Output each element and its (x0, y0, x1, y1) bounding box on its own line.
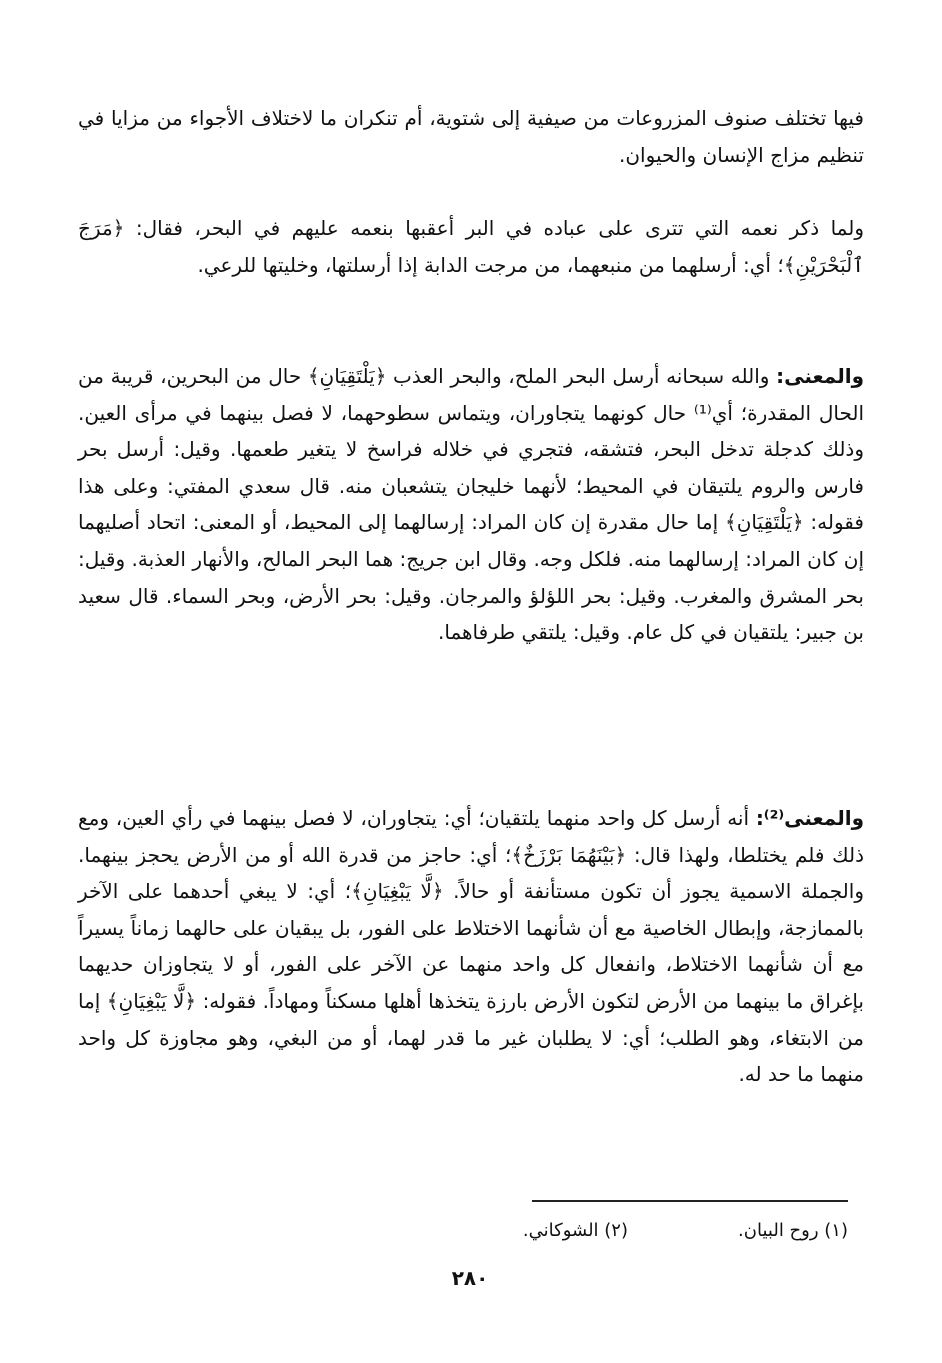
footnote-2: (٢) الشوكاني. (522, 1220, 628, 1241)
paragraph-4 (78, 800, 864, 1093)
paragraph-2-text: ولما ذكر نعمه التي تترى على عباده في البر أعقبها بنعمه عليهم في البحر، فقال: ﴿مَرَجَ ٱلْبَحْرَيْنِ﴾؛ أي: أرسلهما من منبعهما، من مرجت الدابة إذا أرسلتها، وخليتها للرعي. (78, 216, 864, 277)
paragraph-2 (78, 210, 864, 283)
paragraph-3-text: والله سبحانه أرسل البحر الملح، والبحر العذب ﴿يَلْتَقِيَانِ﴾ حال من البحرين، قريبة من الحال المقدرة؛ أي⁽¹⁾ حال كونهما يتجاوران، ويتماس سطوحهما، لا فصل بينهما في مرأى العين. وذلك كدجلة تدخل البحر، فتشقه، فتجري في خلاله فراسخ لا يتغير طعمها. وقيل: أرسل بحر فارس والروم يلتيقان في المحيط؛ لأنهما خليجان يتشعبان منه. قال سعدي المفتي: وعلى هذا فقوله: ﴿يَلْتَقِيَانِ﴾ إما حال مقدرة إن كان المراد: إرسالهما إلى المحيط، أو المعنى: اتحاد أصليهما إن كان المراد: إرسالهما منه. فلكل وجه. وقال ابن جريج: هما البحر المالح، والأنهار العذبة. وقيل: بحر المشرق والمغرب. وقيل: بحر اللؤلؤ والمرجان. وقيل: بحر الأرض، وبحر السماء. قال سعيد بن جبير: يلتقيان في كل عام. وقيل: يلتقي طرفاهما. (78, 364, 864, 645)
paragraph-4-text: أنه أرسل كل واحد منهما يلتقيان؛ أي: يتجاوران، لا فصل بينهما في رأي العين، ومع ذلك فلم يختلطا، ولهذا قال: ﴿بَيْنَهُمَا بَرْزَخٌ﴾؛ أي: حاجز من قدرة الله أو من الأرض يحجز بينهما. والجملة الاسمية يجوز أن تكون مستأنفة أو حالاً. ﴿لَّا يَبْغِيَانِ﴾؛ أي: لا يبغي أحدهما على الآخر بالممازجة، وإبطال الخاصية مع أن شأنهما الاختلاط على الفور، بل يبقيان على حالهما زماناً يسيراً مع أن شأنهما الاختلاط، وانفعال كل واحد منهما عن الآخر على الفور، أو لا يتجاوزان حديهما بإغراق ما بينهما من الأرض لتكون الأرض بارزة يتخذها أهلها مسكناً ومهاداً. فقوله: ﴿لَّا يَبْغِيَانِ﴾ إما من الابتغاء، وهو الطلب؛ أي: لا يطلبان غير ما قدر لهما، أو من البغي، وهو مجاوزة كل واحد منهما ما حد له. (78, 806, 864, 1087)
paragraph-3 (78, 358, 864, 651)
paragraph-3-lead: والمعنى: (776, 364, 864, 388)
paragraph-4-lead: والمعنى⁽²⁾: (755, 806, 864, 830)
footnote-separator (532, 1200, 848, 1202)
page-number: ٢٨٠ (451, 1266, 489, 1290)
footnote-1: (١) روح البيان. (738, 1220, 848, 1241)
footnotes (300, 1216, 848, 1246)
paragraph-1 (78, 100, 864, 173)
paragraph-1-text: فيها تختلف صنوف المزروعات من صيفية إلى شتوية، أم تنكران ما لاختلاف الأجواء من مزايا في تنظيم مزاج الإنسان والحيوان. (78, 106, 864, 167)
